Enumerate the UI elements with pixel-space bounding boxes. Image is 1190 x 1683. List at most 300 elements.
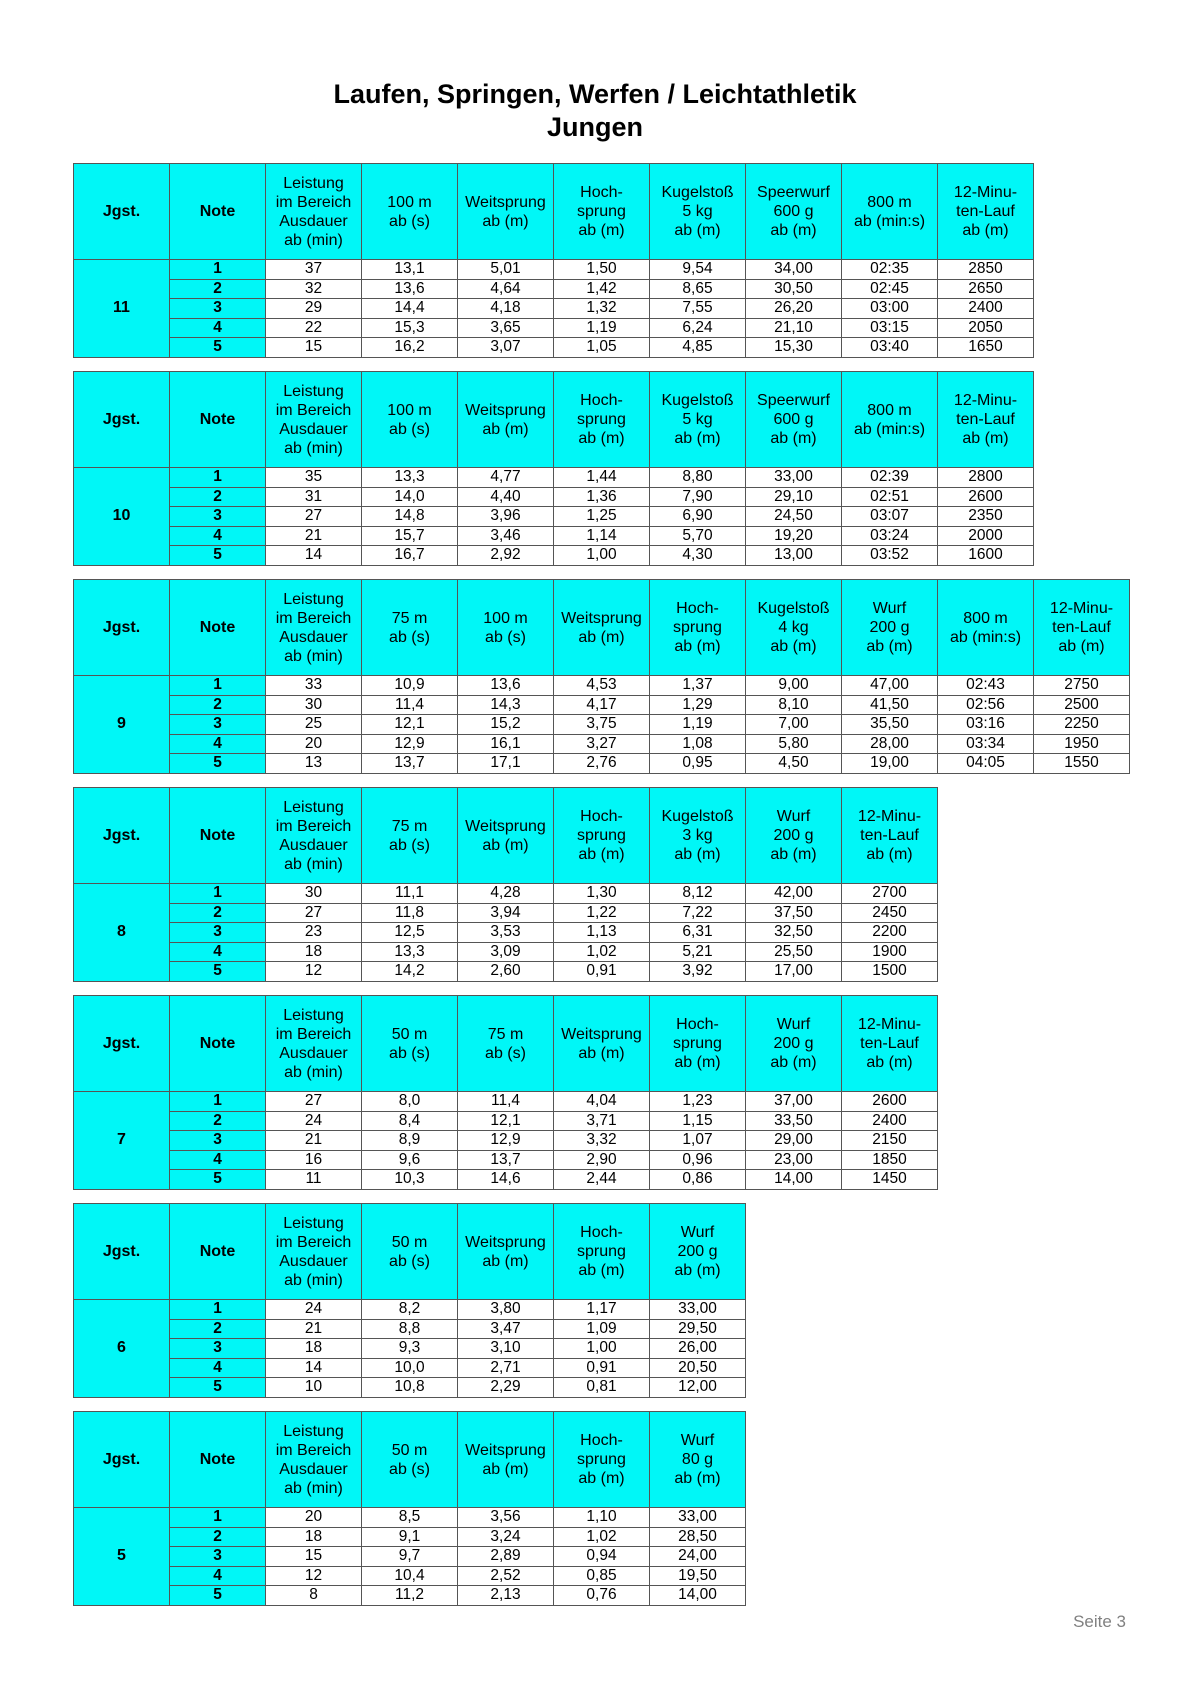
table-row <box>74 676 1130 696</box>
column-header: Hoch- sprung ab (m) <box>554 1204 650 1300</box>
value-cell: 12,9 <box>458 1131 554 1151</box>
value-cell: 1,08 <box>650 734 746 754</box>
column-header: Jgst. <box>74 164 170 260</box>
value-cell: 1,15 <box>650 1111 746 1131</box>
note-cell: 3 <box>170 923 266 943</box>
value-cell: 02:39 <box>842 468 938 488</box>
value-cell: 33,00 <box>650 1300 746 1320</box>
grade-cell: 11 <box>74 260 170 358</box>
note-cell: 2 <box>170 1319 266 1339</box>
value-cell: 19,20 <box>746 526 842 546</box>
value-cell: 1650 <box>938 338 1034 358</box>
value-cell: 18 <box>266 1339 362 1359</box>
value-cell: 1,02 <box>554 1527 650 1547</box>
note-cell: 3 <box>170 715 266 735</box>
column-header: Note <box>170 1204 266 1300</box>
value-cell: 11,4 <box>458 1092 554 1112</box>
column-header: Note <box>170 372 266 468</box>
value-cell: 2,60 <box>458 962 554 982</box>
table-row <box>74 318 1034 338</box>
value-cell: 4,30 <box>650 546 746 566</box>
value-cell: 8,12 <box>650 884 746 904</box>
column-header: Weitsprung ab (m) <box>458 788 554 884</box>
column-header: 100 m ab (s) <box>458 580 554 676</box>
value-cell: 35,50 <box>842 715 938 735</box>
value-cell: 1,00 <box>554 546 650 566</box>
value-cell: 18 <box>266 1527 362 1547</box>
value-cell: 1,00 <box>554 1339 650 1359</box>
column-header: Weitsprung ab (m) <box>458 164 554 260</box>
value-cell: 21,10 <box>746 318 842 338</box>
table-row <box>74 695 1130 715</box>
value-cell: 16,7 <box>362 546 458 566</box>
column-header: Kugelstoß 3 kg ab (m) <box>650 788 746 884</box>
value-cell: 03:34 <box>938 734 1034 754</box>
note-cell: 4 <box>170 734 266 754</box>
column-header: 12-Minu- ten-Lauf ab (m) <box>938 164 1034 260</box>
header-row <box>74 372 1034 468</box>
grade-cell: 6 <box>74 1300 170 1398</box>
note-cell: 1 <box>170 468 266 488</box>
value-cell: 03:40 <box>842 338 938 358</box>
value-cell: 2150 <box>842 1131 938 1151</box>
value-cell: 47,00 <box>842 676 938 696</box>
table-row <box>74 526 1034 546</box>
value-cell: 15 <box>266 338 362 358</box>
value-cell: 3,71 <box>554 1111 650 1131</box>
value-cell: 24 <box>266 1300 362 1320</box>
table-row <box>74 338 1034 358</box>
value-cell: 8,5 <box>362 1508 458 1528</box>
value-cell: 3,75 <box>554 715 650 735</box>
value-cell: 10,8 <box>362 1378 458 1398</box>
value-cell: 20 <box>266 734 362 754</box>
note-cell: 3 <box>170 507 266 527</box>
value-cell: 2600 <box>842 1092 938 1112</box>
value-cell: 2,52 <box>458 1566 554 1586</box>
table-row <box>74 734 1130 754</box>
value-cell: 14 <box>266 1358 362 1378</box>
value-cell: 24,00 <box>650 1547 746 1567</box>
value-cell: 1,22 <box>554 903 650 923</box>
table-row <box>74 260 1034 280</box>
value-cell: 32 <box>266 279 362 299</box>
value-cell: 3,53 <box>458 923 554 943</box>
value-cell: 20 <box>266 1508 362 1528</box>
value-cell: 1,05 <box>554 338 650 358</box>
value-cell: 2000 <box>938 526 1034 546</box>
note-cell: 1 <box>170 1092 266 1112</box>
value-cell: 1850 <box>842 1150 938 1170</box>
value-cell: 21 <box>266 1319 362 1339</box>
value-cell: 2700 <box>842 884 938 904</box>
column-header: Note <box>170 580 266 676</box>
note-cell: 1 <box>170 676 266 696</box>
value-cell: 6,24 <box>650 318 746 338</box>
value-cell: 3,56 <box>458 1508 554 1528</box>
value-cell: 02:35 <box>842 260 938 280</box>
note-cell: 1 <box>170 260 266 280</box>
value-cell: 2,71 <box>458 1358 554 1378</box>
value-cell: 2800 <box>938 468 1034 488</box>
value-cell: 31 <box>266 487 362 507</box>
note-cell: 2 <box>170 487 266 507</box>
column-header: Wurf 200 g ab (m) <box>746 996 842 1092</box>
table-row <box>74 962 938 982</box>
grade-cell: 7 <box>74 1092 170 1190</box>
value-cell: 03:24 <box>842 526 938 546</box>
value-cell: 13 <box>266 754 362 774</box>
column-header: Jgst. <box>74 580 170 676</box>
value-cell: 1,32 <box>554 299 650 319</box>
value-cell: 1,14 <box>554 526 650 546</box>
column-header: Weitsprung ab (m) <box>458 1204 554 1300</box>
note-cell: 1 <box>170 1300 266 1320</box>
note-cell: 4 <box>170 318 266 338</box>
table-row <box>74 754 1130 774</box>
header-row <box>74 788 938 884</box>
table-row <box>74 903 938 923</box>
column-header: Leistung im Bereich Ausdauer ab (min) <box>266 372 362 468</box>
value-cell: 30 <box>266 884 362 904</box>
table-row <box>74 1092 938 1112</box>
column-header: Wurf 80 g ab (m) <box>650 1412 746 1508</box>
note-cell: 1 <box>170 884 266 904</box>
column-header: Jgst. <box>74 372 170 468</box>
value-cell: 1950 <box>1034 734 1130 754</box>
value-cell: 14,4 <box>362 299 458 319</box>
column-header: 800 m ab (min:s) <box>842 164 938 260</box>
column-header: Wurf 200 g ab (m) <box>650 1204 746 1300</box>
note-cell: 5 <box>170 546 266 566</box>
value-cell: 1,44 <box>554 468 650 488</box>
value-cell: 12,9 <box>362 734 458 754</box>
table-row <box>74 1339 746 1359</box>
value-cell: 10,3 <box>362 1170 458 1190</box>
value-cell: 4,53 <box>554 676 650 696</box>
value-cell: 42,00 <box>746 884 842 904</box>
table-row <box>74 1378 746 1398</box>
value-cell: 29 <box>266 299 362 319</box>
value-cell: 12 <box>266 962 362 982</box>
value-cell: 02:56 <box>938 695 1034 715</box>
value-cell: 1,36 <box>554 487 650 507</box>
value-cell: 25 <box>266 715 362 735</box>
column-header: Hoch- sprung ab (m) <box>554 372 650 468</box>
value-cell: 14,8 <box>362 507 458 527</box>
value-cell: 29,50 <box>650 1319 746 1339</box>
value-cell: 7,90 <box>650 487 746 507</box>
column-header: 50 m ab (s) <box>362 1412 458 1508</box>
note-cell: 2 <box>170 903 266 923</box>
value-cell: 35 <box>266 468 362 488</box>
note-cell: 5 <box>170 1378 266 1398</box>
value-cell: 14,3 <box>458 695 554 715</box>
column-header: Note <box>170 996 266 1092</box>
value-cell: 27 <box>266 903 362 923</box>
column-header: Jgst. <box>74 996 170 1092</box>
column-header: Weitsprung ab (m) <box>554 996 650 1092</box>
table-row <box>74 1319 746 1339</box>
value-cell: 14,0 <box>362 487 458 507</box>
value-cell: 4,85 <box>650 338 746 358</box>
value-cell: 2750 <box>1034 676 1130 696</box>
value-cell: 5,01 <box>458 260 554 280</box>
value-cell: 10,0 <box>362 1358 458 1378</box>
value-cell: 12,00 <box>650 1378 746 1398</box>
value-cell: 33,00 <box>650 1508 746 1528</box>
value-cell: 2600 <box>938 487 1034 507</box>
value-cell: 28,50 <box>650 1527 746 1547</box>
value-cell: 0,91 <box>554 962 650 982</box>
note-cell: 4 <box>170 526 266 546</box>
column-header: Kugelstoß 4 kg ab (m) <box>746 580 842 676</box>
table-row <box>74 487 1034 507</box>
value-cell: 19,00 <box>842 754 938 774</box>
value-cell: 5,70 <box>650 526 746 546</box>
value-cell: 5,80 <box>746 734 842 754</box>
value-cell: 8,80 <box>650 468 746 488</box>
value-cell: 2200 <box>842 923 938 943</box>
value-cell: 16 <box>266 1150 362 1170</box>
value-cell: 3,09 <box>458 942 554 962</box>
table-row <box>74 1131 938 1151</box>
value-cell: 9,00 <box>746 676 842 696</box>
value-cell: 3,46 <box>458 526 554 546</box>
page-subtitle: Jungen <box>546 112 643 142</box>
column-header: Note <box>170 1412 266 1508</box>
value-cell: 21 <box>266 1131 362 1151</box>
value-cell: 10 <box>266 1378 362 1398</box>
value-cell: 11,4 <box>362 695 458 715</box>
value-cell: 24 <box>266 1111 362 1131</box>
column-header: Jgst. <box>74 1204 170 1300</box>
table-row <box>74 299 1034 319</box>
value-cell: 2250 <box>1034 715 1130 735</box>
value-cell: 13,3 <box>362 468 458 488</box>
grade-cell: 10 <box>74 468 170 566</box>
column-header: Leistung im Bereich Ausdauer ab (min) <box>266 164 362 260</box>
table-row <box>74 1527 746 1547</box>
grade-table-6 <box>73 1203 746 1398</box>
header-row <box>74 164 1034 260</box>
value-cell: 02:45 <box>842 279 938 299</box>
column-header: 100 m ab (s) <box>362 372 458 468</box>
value-cell: 4,04 <box>554 1092 650 1112</box>
value-cell: 30,50 <box>746 279 842 299</box>
table-row <box>74 1358 746 1378</box>
column-header: Hoch- sprung ab (m) <box>554 788 650 884</box>
value-cell: 0,95 <box>650 754 746 774</box>
grade-cell: 9 <box>74 676 170 774</box>
column-header: Leistung im Bereich Ausdauer ab (min) <box>266 1412 362 1508</box>
value-cell: 19,50 <box>650 1566 746 1586</box>
value-cell: 15,3 <box>362 318 458 338</box>
value-cell: 27 <box>266 507 362 527</box>
column-header: Kugelstoß 5 kg ab (m) <box>650 372 746 468</box>
value-cell: 21 <box>266 526 362 546</box>
value-cell: 8,65 <box>650 279 746 299</box>
value-cell: 5,21 <box>650 942 746 962</box>
table-row <box>74 279 1034 299</box>
column-header: 100 m ab (s) <box>362 164 458 260</box>
grade-table-7 <box>73 995 938 1190</box>
table-row <box>74 468 1034 488</box>
value-cell: 14,2 <box>362 962 458 982</box>
column-header: 50 m ab (s) <box>362 1204 458 1300</box>
value-cell: 8,8 <box>362 1319 458 1339</box>
column-header: Hoch- sprung ab (m) <box>650 580 746 676</box>
value-cell: 14,00 <box>650 1586 746 1606</box>
table-row <box>74 1566 746 1586</box>
value-cell: 3,24 <box>458 1527 554 1547</box>
note-cell: 3 <box>170 1547 266 1567</box>
value-cell: 9,7 <box>362 1547 458 1567</box>
value-cell: 37,50 <box>746 903 842 923</box>
value-cell: 9,6 <box>362 1150 458 1170</box>
column-header: Weitsprung ab (m) <box>458 1412 554 1508</box>
value-cell: 15,30 <box>746 338 842 358</box>
value-cell: 10,4 <box>362 1566 458 1586</box>
table-row <box>74 1547 746 1567</box>
value-cell: 4,18 <box>458 299 554 319</box>
column-header: 12-Minu- ten-Lauf ab (m) <box>842 788 938 884</box>
value-cell: 2850 <box>938 260 1034 280</box>
note-cell: 2 <box>170 279 266 299</box>
value-cell: 24,50 <box>746 507 842 527</box>
value-cell: 13,7 <box>362 754 458 774</box>
value-cell: 32,50 <box>746 923 842 943</box>
value-cell: 11 <box>266 1170 362 1190</box>
value-cell: 37 <box>266 260 362 280</box>
value-cell: 23 <box>266 923 362 943</box>
value-cell: 37,00 <box>746 1092 842 1112</box>
value-cell: 1,19 <box>554 318 650 338</box>
column-header: Wurf 200 g ab (m) <box>842 580 938 676</box>
value-cell: 1,19 <box>650 715 746 735</box>
note-cell: 3 <box>170 299 266 319</box>
value-cell: 0,91 <box>554 1358 650 1378</box>
note-cell: 5 <box>170 1170 266 1190</box>
column-header: 12-Minu- ten-Lauf ab (m) <box>938 372 1034 468</box>
value-cell: 2,92 <box>458 546 554 566</box>
value-cell: 2450 <box>842 903 938 923</box>
value-cell: 8,0 <box>362 1092 458 1112</box>
table-row <box>74 1150 938 1170</box>
column-header: 75 m ab (s) <box>458 996 554 1092</box>
value-cell: 1,13 <box>554 923 650 943</box>
value-cell: 4,77 <box>458 468 554 488</box>
value-cell: 13,6 <box>362 279 458 299</box>
grade-cell: 8 <box>74 884 170 982</box>
value-cell: 0,81 <box>554 1378 650 1398</box>
note-cell: 5 <box>170 338 266 358</box>
value-cell: 17,00 <box>746 962 842 982</box>
value-cell: 12,5 <box>362 923 458 943</box>
value-cell: 8,10 <box>746 695 842 715</box>
value-cell: 22 <box>266 318 362 338</box>
value-cell: 11,1 <box>362 884 458 904</box>
value-cell: 1,29 <box>650 695 746 715</box>
table-row <box>74 884 938 904</box>
column-header: Wurf 200 g ab (m) <box>746 788 842 884</box>
value-cell: 4,17 <box>554 695 650 715</box>
note-cell: 4 <box>170 942 266 962</box>
value-cell: 3,96 <box>458 507 554 527</box>
value-cell: 3,94 <box>458 903 554 923</box>
header-row <box>74 1412 746 1508</box>
value-cell: 17,1 <box>458 754 554 774</box>
value-cell: 2,89 <box>458 1547 554 1567</box>
value-cell: 14,00 <box>746 1170 842 1190</box>
note-cell: 4 <box>170 1566 266 1586</box>
value-cell: 1900 <box>842 942 938 962</box>
column-header: Weitsprung ab (m) <box>554 580 650 676</box>
note-cell: 1 <box>170 1508 266 1528</box>
column-header: Leistung im Bereich Ausdauer ab (min) <box>266 996 362 1092</box>
value-cell: 0,86 <box>650 1170 746 1190</box>
value-cell: 2050 <box>938 318 1034 338</box>
value-cell: 34,00 <box>746 260 842 280</box>
value-cell: 0,96 <box>650 1150 746 1170</box>
value-cell: 8,9 <box>362 1131 458 1151</box>
value-cell: 1600 <box>938 546 1034 566</box>
value-cell: 23,00 <box>746 1150 842 1170</box>
column-header: Speerwurf 600 g ab (m) <box>746 164 842 260</box>
column-header: Note <box>170 788 266 884</box>
page-number: Seite 3 <box>1073 1612 1126 1631</box>
value-cell: 7,00 <box>746 715 842 735</box>
table-row <box>74 1170 938 1190</box>
column-header: Hoch- sprung ab (m) <box>554 164 650 260</box>
grade-table-10 <box>73 371 1034 566</box>
column-header: Hoch- sprung ab (m) <box>650 996 746 1092</box>
value-cell: 4,40 <box>458 487 554 507</box>
value-cell: 2,76 <box>554 754 650 774</box>
note-cell: 4 <box>170 1358 266 1378</box>
value-cell: 3,32 <box>554 1131 650 1151</box>
value-cell: 13,3 <box>362 942 458 962</box>
value-cell: 04:05 <box>938 754 1034 774</box>
value-cell: 1,07 <box>650 1131 746 1151</box>
column-header: 50 m ab (s) <box>362 996 458 1092</box>
note-cell: 5 <box>170 962 266 982</box>
value-cell: 41,50 <box>842 695 938 715</box>
value-cell: 11,8 <box>362 903 458 923</box>
column-header: Speerwurf 600 g ab (m) <box>746 372 842 468</box>
value-cell: 0,76 <box>554 1586 650 1606</box>
value-cell: 3,80 <box>458 1300 554 1320</box>
table-row <box>74 1508 746 1528</box>
note-cell: 5 <box>170 754 266 774</box>
column-header: Jgst. <box>74 788 170 884</box>
value-cell: 27 <box>266 1092 362 1112</box>
value-cell: 28,00 <box>842 734 938 754</box>
value-cell: 13,1 <box>362 260 458 280</box>
value-cell: 03:07 <box>842 507 938 527</box>
column-header: 800 m ab (min:s) <box>938 580 1034 676</box>
value-cell: 18 <box>266 942 362 962</box>
value-cell: 1450 <box>842 1170 938 1190</box>
value-cell: 2,13 <box>458 1586 554 1606</box>
value-cell: 26,20 <box>746 299 842 319</box>
value-cell: 15,2 <box>458 715 554 735</box>
value-cell: 13,6 <box>458 676 554 696</box>
note-cell: 2 <box>170 1111 266 1131</box>
value-cell: 3,10 <box>458 1339 554 1359</box>
value-cell: 1,37 <box>650 676 746 696</box>
value-cell: 9,1 <box>362 1527 458 1547</box>
